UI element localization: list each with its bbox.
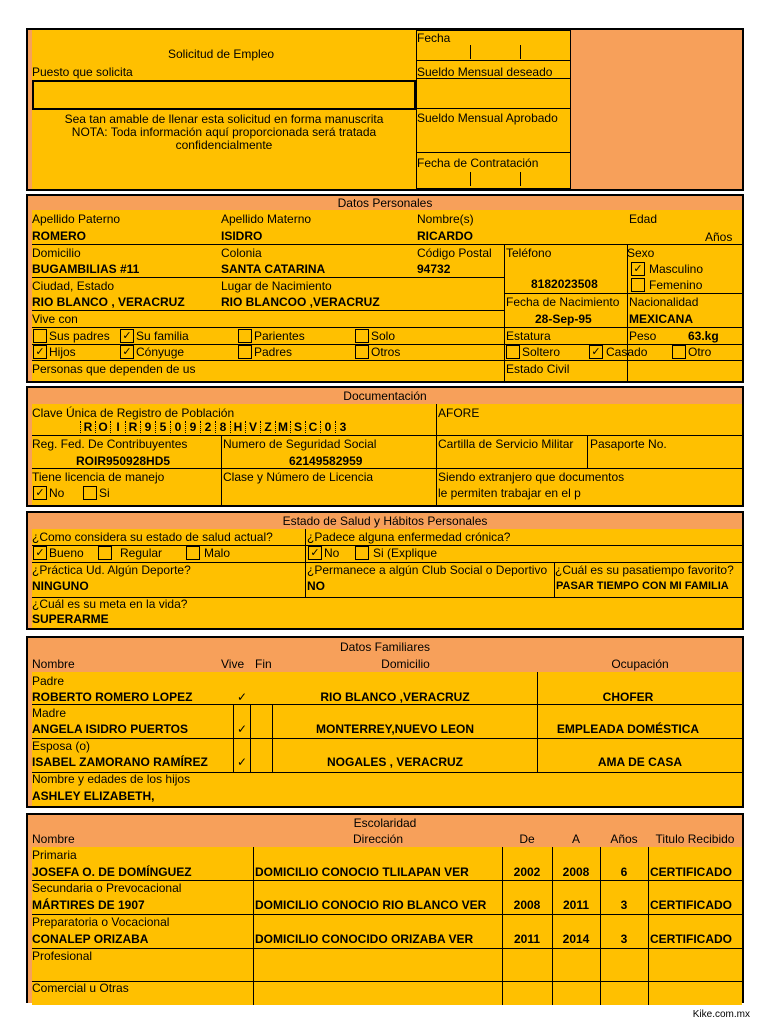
section-title: Documentación (343, 389, 427, 403)
col-vive: Vive (221, 657, 245, 671)
secundaria-label: Secundaria o Prevocacional (32, 881, 182, 895)
telefono-label: Teléfono (506, 246, 552, 260)
padre-vive-check: ✓ (236, 690, 248, 704)
padre-domicilio: RIO BLANCO ,VERACRUZ (320, 690, 470, 704)
contratacion-divider-1 (470, 172, 471, 186)
row-line (32, 738, 742, 739)
col-fin: Fin (255, 657, 272, 671)
padre-nombre: ROBERTO ROMERO LOPEZ (32, 690, 193, 704)
form-title: Solicitud de Empleo (168, 47, 275, 61)
hijos-checkbox[interactable]: ✓ (33, 345, 47, 359)
preparatoria-de: 2011 (513, 932, 541, 946)
fecha-label: Fecha (417, 31, 451, 45)
row-line (32, 981, 742, 982)
estado-salud-question: ¿Como considera su estado de salud actual? (32, 530, 273, 544)
nss-label: Numero de Seguridad Social (223, 437, 377, 451)
parientes-checkbox[interactable] (238, 329, 252, 343)
row-line (504, 293, 742, 294)
profesional-label: Profesional (32, 949, 93, 963)
malo-checkbox[interactable] (186, 546, 200, 560)
curp-char: R (80, 421, 95, 433)
datos-personales-section (26, 194, 744, 383)
fecha-nac-label: Fecha de Nacimiento (506, 295, 620, 309)
col-anos: Años (610, 832, 638, 846)
curp-char: 8 (215, 421, 230, 433)
su-familia-checkbox[interactable]: ✓ (120, 329, 134, 343)
sus-padres-label: Sus padres (49, 329, 110, 343)
esposa-label: Esposa (o) (32, 739, 91, 753)
curp-label: Clave Única de Registro de Población (32, 406, 235, 420)
salud-divider (305, 529, 306, 598)
padre-label: Padre (32, 674, 65, 688)
nacionalidad-value: MEXICANA (629, 312, 694, 326)
vive-con-label: Vive con (32, 312, 78, 326)
hijos-value: ASHLEY ELIZABETH, (32, 789, 155, 803)
curp-char: I (110, 421, 125, 433)
note-line-1: Sea tan amable de llenar esta solicitud en forma manuscrita (64, 112, 384, 126)
cp-value: 94732 (417, 262, 451, 276)
curp-char: 3 (335, 421, 350, 433)
bueno-label: Bueno (49, 546, 84, 560)
lugar-value: RIO BLANCOO ,VERACRUZ (221, 295, 380, 309)
preparatoria-titulo: CERTIFICADO (650, 932, 732, 946)
secundaria-de: 2008 (513, 898, 541, 912)
anos-label: Años (705, 230, 733, 244)
malo-label: Malo (204, 546, 231, 560)
dependen-label: Personas que dependen de us (32, 362, 196, 376)
secundaria-a: 2011 (562, 898, 590, 912)
curp-char: 9 (140, 421, 155, 433)
col-domicilio: Domicilio (381, 657, 430, 671)
licencia-si-checkbox[interactable] (83, 486, 97, 500)
otros-label: Otros (371, 345, 401, 359)
row-line (32, 327, 742, 328)
madre-ocupacion: EMPLEADA DOMÉSTICA (556, 722, 700, 736)
sexo-label: Sexo (627, 246, 655, 260)
colonia-value: SANTA CATARINA (221, 262, 326, 276)
curp-char: C (305, 421, 320, 433)
afore-divider (436, 404, 437, 505)
primaria-nombre: JOSEFA O. DE DOMÍNGUEZ (32, 865, 192, 879)
conyuge-checkbox[interactable]: ✓ (120, 345, 134, 359)
enfermedad-si-label: Si (Explique (373, 546, 438, 560)
femenino-checkbox[interactable] (631, 278, 645, 292)
enfermedad-no-label: No (324, 546, 340, 560)
preparatoria-nombre: CONALEP ORIZABA (32, 932, 149, 946)
enfermedad-no-checkbox[interactable]: ✓ (308, 546, 322, 560)
row-line (32, 435, 742, 436)
padre-ocupacion: CHOFER (602, 690, 654, 704)
apellido-paterno-value: ROMERO (32, 229, 86, 243)
puesto-label: Puesto que solicita (32, 65, 133, 79)
solo-label: Solo (371, 329, 396, 343)
otro-checkbox[interactable] (672, 345, 686, 359)
row-line (32, 948, 742, 949)
pasatiempo-value: PASAR TIEMPO CON MI FAMILIA (556, 580, 729, 592)
fecha-divider-1 (470, 45, 471, 59)
documentacion-section (26, 386, 744, 507)
curp-char: 0 (320, 421, 335, 433)
contratacion-divider-2 (520, 172, 521, 186)
pasaporte-divider (587, 435, 588, 468)
colonia-label: Colonia (221, 246, 262, 260)
domicilio-label: Domicilio (32, 246, 81, 260)
soltero-label: Soltero (522, 345, 561, 359)
nss-value: 62149582959 (289, 454, 363, 468)
col-direccion: Dirección (352, 832, 403, 846)
meta-value: SUPERARME (32, 612, 109, 626)
row-line (32, 310, 504, 311)
madre-label: Madre (32, 706, 67, 720)
header-line-2 (416, 78, 571, 79)
madre-nombre: ANGELA ISIDRO PUERTOS (32, 722, 189, 736)
puesto-input[interactable] (32, 80, 416, 110)
licencia-no-label: No (49, 486, 65, 500)
row-line (32, 468, 742, 469)
secundaria-nombre: MÁRTIRES DE 1907 (32, 898, 145, 912)
licencia-si-label: Si (99, 486, 110, 500)
note-line-3: confidencialmente (175, 138, 273, 152)
curp-char: H (230, 421, 245, 433)
curp-char: 0 (170, 421, 185, 433)
rfc-value: ROIR950928HD5 (76, 454, 171, 468)
esposa-vive-check: ✓ (236, 755, 248, 769)
header-line-1 (416, 60, 571, 61)
afore-label: AFORE (438, 406, 480, 420)
col-titulo: Titulo Recibido (655, 832, 735, 846)
peso-value: 63.kg (688, 329, 719, 343)
peso-label: Peso (629, 329, 657, 343)
regular-label: Regular (120, 546, 163, 560)
header-section (26, 28, 744, 191)
regular-checkbox[interactable] (98, 546, 112, 560)
ciudad-label: Ciudad, Estado (32, 279, 115, 293)
pasaporte-label: Pasaporte No. (590, 437, 667, 451)
madre-vive-check: ✓ (236, 722, 248, 736)
pasatiempo-question: ¿Cuál es su pasatiempo favorito? (555, 563, 734, 577)
femenino-label: Femenino (649, 278, 703, 292)
header-line-3 (416, 108, 571, 109)
curp-char: Z (260, 421, 275, 433)
apellido-paterno-label: Apellido Paterno (32, 212, 121, 226)
enfermedad-question: ¿Padece alguna enfermedad crónica? (307, 530, 511, 544)
col-a: A (571, 832, 580, 846)
section-title: Datos Personales (337, 196, 433, 210)
row-line (32, 244, 742, 245)
licencia-no-checkbox[interactable]: ✓ (33, 486, 47, 500)
curp-char: V (245, 421, 260, 433)
licencia-label: Tiene licencia de manejo (32, 470, 165, 484)
fecha-contratacion-label: Fecha de Contratación (417, 156, 539, 170)
extranjero-line-2: le permiten trabajar en el p (438, 486, 581, 500)
col-ocupacion: Ocupación (611, 657, 669, 671)
ciudad-value: RIO BLANCO , VERACRUZ (32, 295, 185, 309)
row-line (32, 277, 504, 278)
secundaria-titulo: CERTIFICADO (650, 898, 732, 912)
su-familia-label: Su familia (136, 329, 189, 343)
domicilio-value: BUGAMBILIAS #11 (32, 262, 140, 276)
fecha-nac-value: 28-Sep-95 (535, 312, 592, 326)
lugar-label: Lugar de Nacimiento (221, 279, 332, 293)
cartilla-label: Cartilla de Servicio Militar (438, 437, 574, 451)
esposa-ocupacion: AMA DE CASA (597, 755, 683, 769)
hijos-label: Hijos (49, 345, 76, 359)
clase-label: Clase y Número de Licencia (223, 470, 374, 484)
conyuge-label: Cónyuge (136, 345, 185, 359)
deporte-question: ¿Práctica Ud. Algún Deporte? (32, 563, 191, 577)
padres-label: Padres (254, 345, 293, 359)
preparatoria-direccion: DOMICILIO CONOCIDO ORIZABA VER (255, 932, 474, 946)
cp-label: Código Postal (417, 246, 492, 260)
familiares-section (26, 636, 744, 808)
deporte-value: NINGUNO (32, 579, 89, 593)
curp-char: 5 (155, 421, 170, 433)
sueldo-aprobado-label: Sueldo Mensual Aprobado (417, 111, 558, 125)
watermark: Kike.com.mx (692, 1009, 750, 1020)
fecha-divider-2 (520, 45, 521, 59)
primaria-label: Primaria (32, 848, 77, 862)
preparatoria-a: 2014 (562, 932, 590, 946)
curp-char: 2 (200, 421, 215, 433)
primaria-titulo: CERTIFICADO (650, 865, 732, 879)
casado-checkbox[interactable]: ✓ (589, 345, 603, 359)
comercial-label: Comercial u Otras (32, 981, 129, 995)
apellido-materno-label: Apellido Materno (221, 212, 312, 226)
curp-value (80, 421, 350, 433)
curp-char: 9 (185, 421, 200, 433)
primaria-a: 2008 (562, 865, 590, 879)
salud-section (26, 511, 744, 630)
section-title: Escolaridad (353, 816, 417, 830)
nombres-value: RICARDO (417, 229, 473, 243)
bueno-checkbox[interactable]: ✓ (33, 546, 47, 560)
masculino-checkbox[interactable]: ✓ (631, 262, 645, 276)
col-nombre: Nombre (32, 832, 75, 846)
meta-question: ¿Cuál es su meta en la vida? (32, 597, 188, 611)
padres-checkbox[interactable] (238, 345, 252, 359)
club-value: NO (307, 579, 325, 593)
curp-char: O (95, 421, 110, 433)
secundaria-direccion: DOMICILIO CONOCIO RIO BLANCO VER (255, 898, 487, 912)
col-nombre: Nombre (32, 657, 75, 671)
esposa-nombre: ISABEL ZAMORANO RAMÍREZ (32, 755, 208, 769)
header-line-4 (416, 152, 571, 153)
extranjero-line-1: Siendo extranjero que documentos (438, 470, 625, 484)
nss-divider (221, 435, 222, 505)
sus-padres-checkbox[interactable] (33, 329, 47, 343)
masculino-label: Masculino (649, 262, 704, 276)
section-title: Estado de Salud y Hábitos Personales (282, 514, 488, 528)
curp-char: R (125, 421, 140, 433)
sueldo-deseado-label: Sueldo Mensual deseado (417, 65, 553, 79)
otros-checkbox[interactable] (355, 345, 369, 359)
enfermedad-si-checkbox[interactable] (355, 546, 369, 560)
col-de: De (519, 832, 535, 846)
telefono-value: 8182023508 (531, 277, 598, 291)
soltero-checkbox[interactable] (506, 345, 520, 359)
apellido-materno-value: ISIDRO (221, 229, 263, 243)
parientes-label: Parientes (254, 329, 305, 343)
otro-label: Otro (688, 345, 712, 359)
club-question: ¿Permanece a algún Club Social o Deportivo (307, 564, 548, 576)
escolaridad-section (26, 813, 744, 1003)
casado-label: Casado (606, 345, 648, 359)
secundaria-anos: 3 (620, 898, 628, 912)
estado-civil-label: Estado Civil (506, 362, 570, 376)
rfc-label: Reg. Fed. De Contribuyentes (32, 437, 188, 451)
hijos-label: Nombre y edades de los hijos (32, 772, 191, 786)
curp-char: S (290, 421, 305, 433)
preparatoria-anos: 3 (620, 932, 628, 946)
preparatoria-label: Preparatoria o Vocacional (32, 915, 170, 929)
primaria-direccion: DOMICILIO CONOCIO TLILAPAN VER (255, 865, 469, 879)
primaria-de: 2002 (513, 865, 541, 879)
primaria-anos: 6 (620, 865, 628, 879)
estatura-label: Estatura (506, 329, 551, 343)
nombres-label: Nombre(s) (417, 212, 474, 226)
note-line-2: NOTA: Toda información aquí proporcionada será tratada (71, 125, 377, 139)
row-line (32, 360, 742, 361)
row-line (32, 704, 742, 705)
curp-char: M (275, 421, 290, 433)
edad-label: Edad (629, 212, 658, 226)
nacionalidad-label: Nacionalidad (629, 295, 699, 309)
esposa-domicilio: NOGALES , VERACRUZ (326, 755, 463, 769)
section-title: Datos Familiares (339, 640, 431, 654)
madre-domicilio: MONTERREY,NUEVO LEON (315, 722, 474, 736)
solo-checkbox[interactable] (355, 329, 369, 343)
